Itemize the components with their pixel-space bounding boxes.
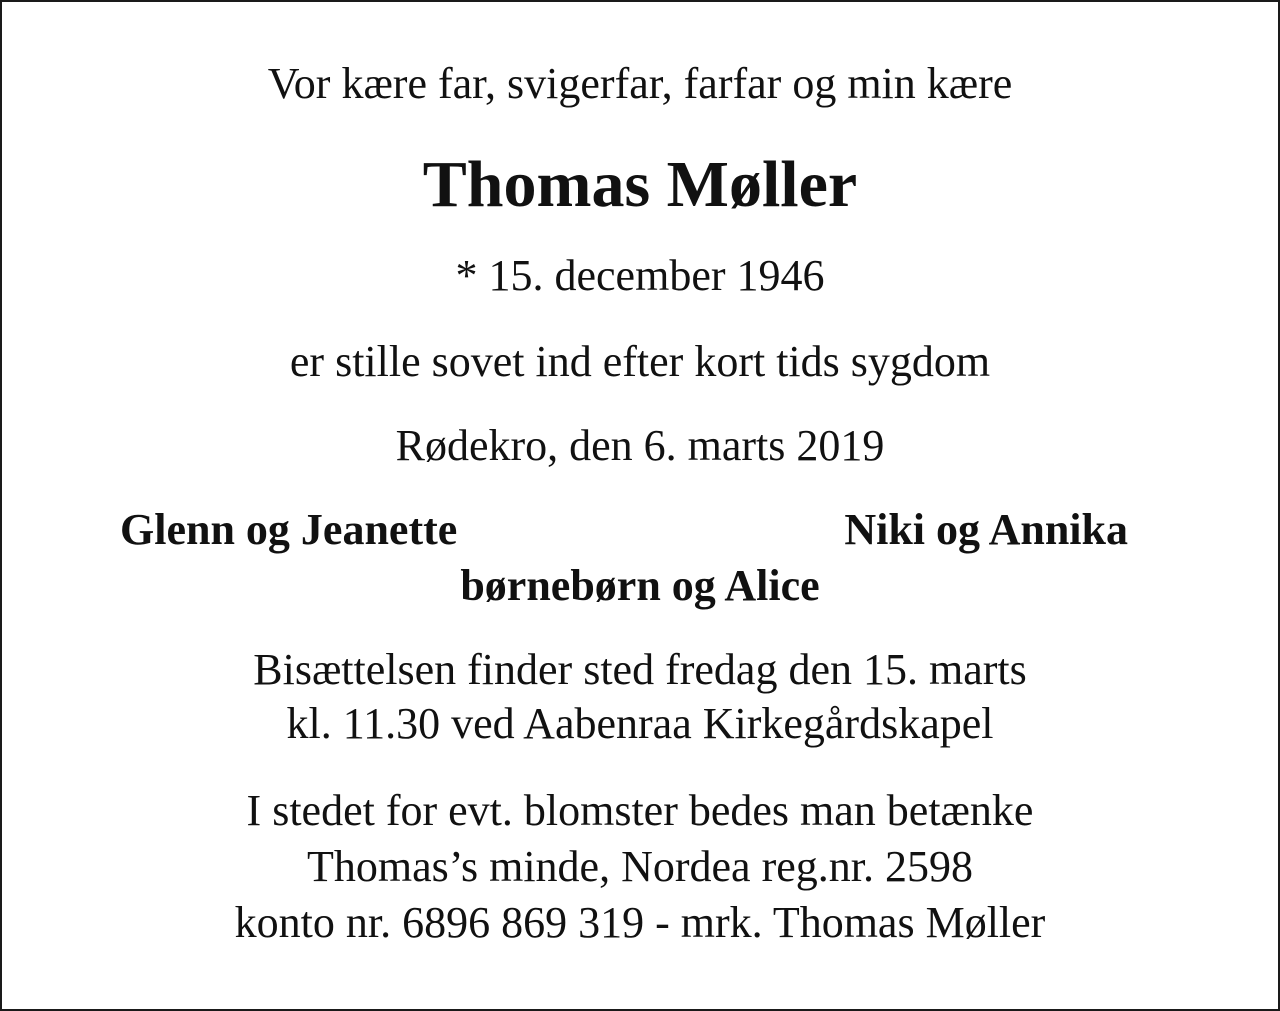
intro-text: Vor kære far, svigerfar, farfar og min kære (267, 59, 1013, 108)
funeral-info-line-1: Bisættelsen finder sted fredag den 15. marts (253, 645, 1027, 694)
memorial-info-line-2: Thomas’s minde, Nordea reg.nr. 2598 (307, 842, 973, 891)
family-grandchildren: børnebørn og Alice (460, 561, 820, 610)
family-names-left: Glenn og Jeanette (120, 505, 458, 554)
deceased-name: Thomas Møller (422, 148, 858, 221)
memorial-info-line-1: I stedet for evt. blomster bedes man betænke (246, 786, 1034, 835)
place-and-date: Rødekro, den 6. marts 2019 (395, 421, 885, 470)
funeral-info-line-2: kl. 11.30 ved Aabenraa Kirkegårdskapel (286, 699, 994, 748)
birth-date: * 15. december 1946 (455, 251, 825, 300)
death-statement: er stille sovet ind efter kort tids sygdom (289, 337, 991, 386)
family-names-right: Niki og Annika (844, 505, 1128, 554)
memorial-info-line-3: konto nr. 6896 869 319 - mrk. Thomas Møller (234, 898, 1046, 947)
